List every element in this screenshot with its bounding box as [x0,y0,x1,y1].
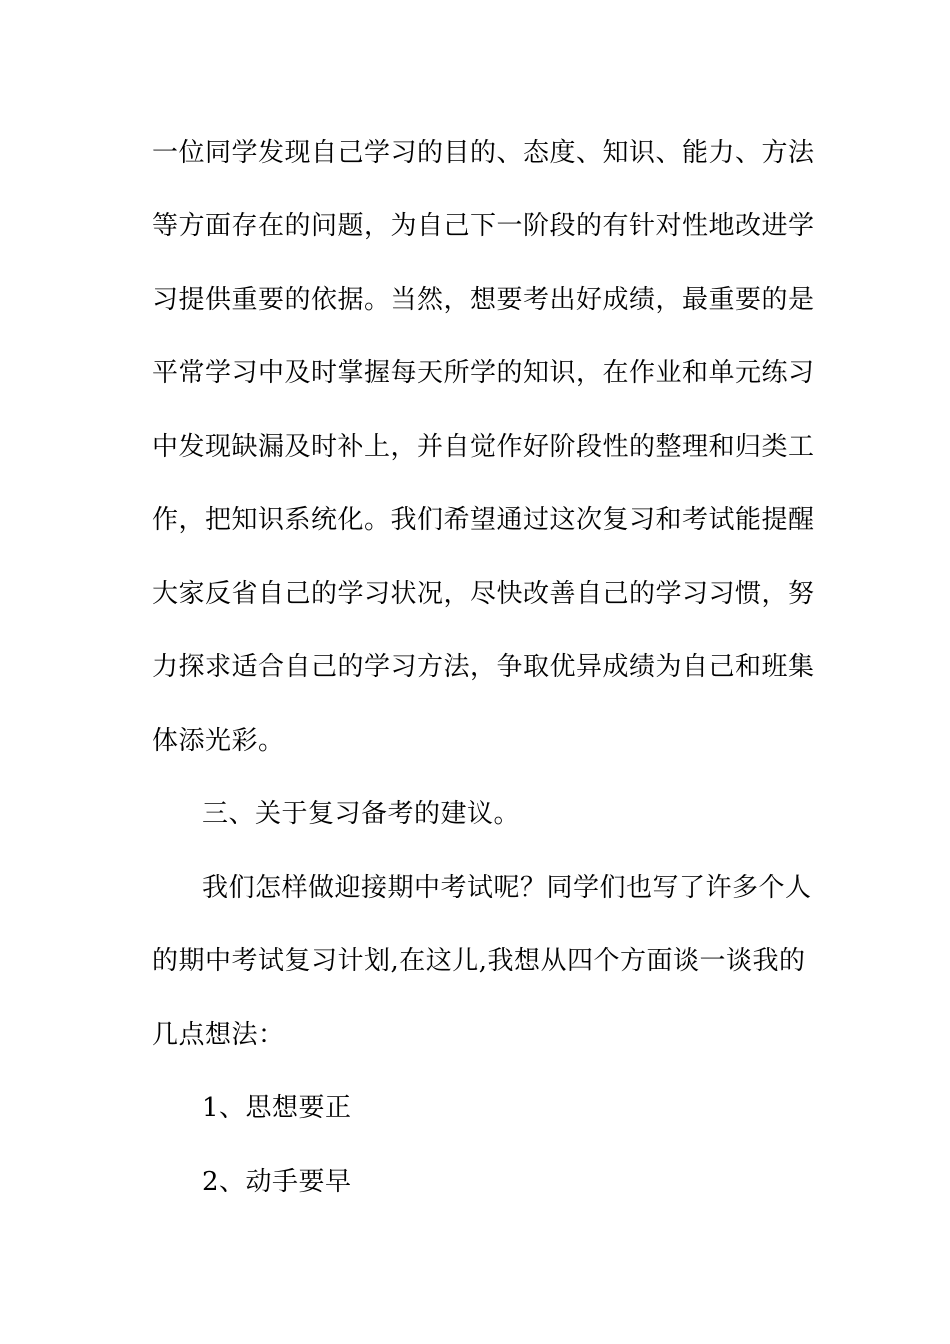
paragraph-line: 几点想法： [152,1020,285,1050]
paragraph-line: 体添光彩。 [152,726,285,756]
paragraph-line: 等方面存在的问题，为自己下一阶段的有针对性地改进学 [152,211,815,241]
list-item: 2、动手要早 [202,1167,352,1197]
section-heading: 三、关于复习备考的建议。 [202,799,521,829]
list-item: 1、思想要正 [202,1093,352,1123]
paragraph-line: 平常学习中及时掌握每天所学的知识，在作业和单元练习 [152,358,815,388]
paragraph-line: 我们怎样做迎接期中考试呢？同学们也写了许多个人 [202,873,812,903]
paragraph-line: 力探求适合自己的学习方法，争取优异成绩为自己和班集 [152,652,815,682]
paragraph-line: 习提供重要的依据。当然，想要考出好成绩，最重要的是 [152,285,815,315]
paragraph-line: 大家反省自己的学习状况，尽快改善自己的学习习惯，努 [152,579,815,609]
paragraph-line: 一位同学发现自己学习的目的、态度、知识、能力、方法 [152,138,815,168]
paragraph-line: 中发现缺漏及时补上，并自觉作好阶段性的整理和归类工 [152,432,815,462]
paragraph-line: 的期中考试复习计划,在这儿,我想从四个方面谈一谈我的 [152,946,806,976]
paragraph-line: 作，把知识系统化。我们希望通过这次复习和考试能提醒 [152,505,815,535]
